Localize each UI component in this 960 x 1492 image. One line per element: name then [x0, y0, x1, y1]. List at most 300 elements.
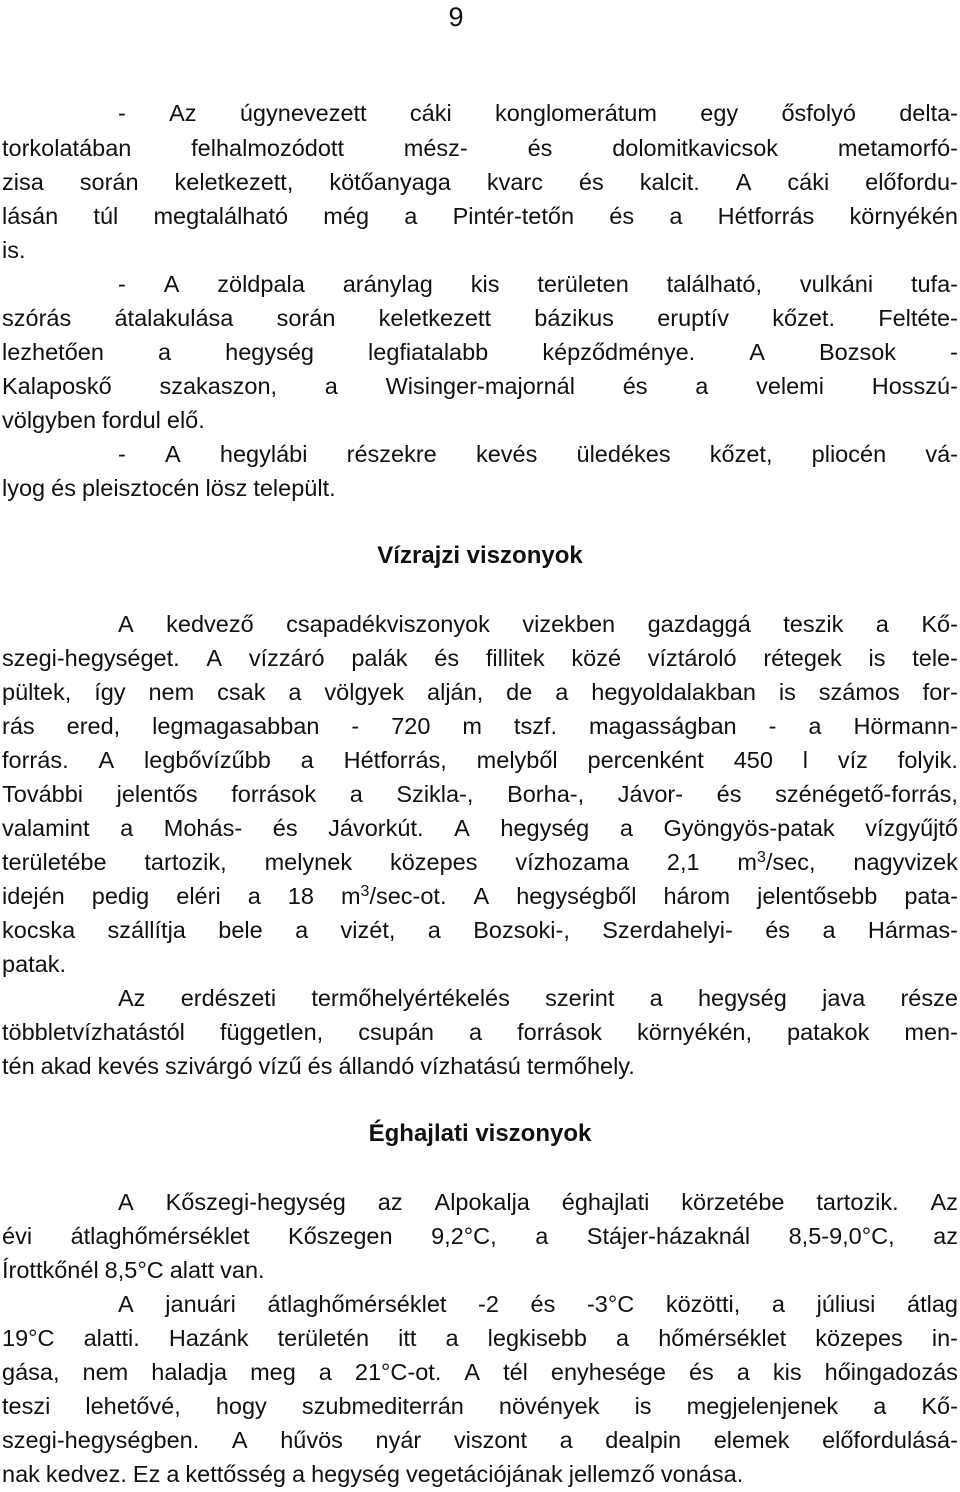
word: - — [118, 441, 126, 467]
word: -2 — [478, 1291, 499, 1317]
word: megjelenjenek — [686, 1393, 839, 1419]
word: A — [118, 611, 134, 637]
word: és — [609, 203, 635, 229]
word: folyik. — [897, 747, 958, 773]
word: java — [822, 985, 866, 1011]
word: a — [295, 917, 309, 943]
word: Hármas- — [867, 917, 958, 943]
word: Borha-, — [507, 781, 585, 807]
text-line — [2, 1423, 958, 1457]
word: 8,5°C — [104, 1257, 164, 1283]
word: kis — [470, 271, 500, 297]
text-line — [2, 709, 958, 743]
word: men- — [904, 1019, 958, 1045]
word: is — [778, 679, 796, 705]
word: közepes — [389, 849, 478, 875]
word: teszi — [2, 1393, 51, 1419]
word: völgyek — [324, 679, 405, 705]
word: delta- — [899, 100, 958, 126]
word: található, — [666, 271, 763, 297]
word: a — [247, 883, 261, 909]
word: és — [765, 917, 791, 943]
word: számos — [818, 679, 900, 705]
word: területen — [537, 271, 629, 297]
word: során — [276, 305, 336, 331]
word: vízzáró — [248, 645, 325, 671]
word: - — [768, 713, 777, 739]
word: hőingadozás — [824, 1359, 958, 1385]
word: A — [231, 1427, 248, 1453]
word: tszf. — [513, 713, 558, 739]
word: torkolatában — [2, 135, 132, 161]
word: felhalmozódott — [191, 135, 344, 161]
word: Hétforrás, — [343, 747, 447, 773]
word: legkisebb — [487, 1325, 587, 1351]
word: így — [94, 679, 126, 705]
text-line — [2, 199, 958, 233]
word: percenként — [587, 747, 704, 773]
word: megtalálható — [153, 203, 289, 229]
text-line — [118, 96, 958, 130]
word: szórás — [2, 305, 72, 331]
text-line — [2, 811, 958, 845]
word: források — [231, 781, 317, 807]
word: is — [868, 645, 886, 671]
word: A — [473, 883, 490, 909]
word: - — [351, 713, 360, 739]
word: Az — [930, 1189, 958, 1215]
text-line — [2, 301, 958, 335]
word: vízhatású — [420, 1053, 521, 1079]
word: az — [377, 1189, 403, 1215]
word: a — [873, 1393, 887, 1419]
word: a — [288, 679, 302, 705]
text-line — [2, 403, 958, 437]
word: Kő- — [921, 611, 958, 637]
word: a — [300, 747, 314, 773]
word: Gyöngyös-patak — [663, 815, 835, 841]
word: jelentősebb — [757, 883, 878, 909]
word: Hazánk — [168, 1325, 249, 1351]
word: a — [875, 611, 889, 637]
section-heading: Éghajlati viszonyok — [368, 1120, 592, 1147]
word: Stájer-házaknál — [586, 1223, 751, 1249]
word: közé — [571, 645, 622, 671]
word: legmagasabban — [152, 713, 320, 739]
word: és — [527, 135, 553, 161]
word: hegység — [697, 985, 787, 1011]
word: lásán — [2, 203, 59, 229]
word: konglomerátum — [494, 100, 657, 126]
word: Szerdahelyi- — [602, 917, 733, 943]
text-line — [2, 913, 958, 947]
word: velemi — [756, 373, 824, 399]
word: túl — [93, 203, 119, 229]
word: teszik — [783, 611, 844, 637]
word: tél — [503, 1359, 528, 1385]
word: a — [669, 203, 683, 229]
text-line — [2, 777, 958, 811]
word: gazdaggá — [647, 611, 751, 637]
word: területébe — [2, 849, 107, 875]
word: pleisztocén — [81, 475, 200, 501]
text-line — [118, 981, 958, 1015]
word: csupán — [358, 1019, 434, 1045]
word: átlaghőmérséklet — [70, 1223, 250, 1249]
text-line — [2, 879, 958, 913]
word: hőmérséklet — [658, 1325, 787, 1351]
word: rás — [2, 713, 35, 739]
word: Kalaposkő — [2, 373, 112, 399]
word: legfiatalabb — [368, 339, 489, 365]
text-line — [2, 165, 958, 199]
word: -3°C — [586, 1291, 635, 1317]
word: a — [535, 1223, 549, 1249]
text-line — [2, 845, 958, 879]
word: és — [578, 169, 604, 195]
word: Hörmann- — [853, 713, 958, 739]
word: Kőszegi-hegység — [165, 1189, 346, 1215]
word: 450 — [733, 747, 773, 773]
word: lyog — [2, 475, 46, 501]
word: l — [802, 747, 809, 773]
word: idején — [2, 883, 65, 909]
word: tartozik, — [144, 849, 227, 875]
word: közötti, — [665, 1291, 741, 1317]
word: keletkezett — [378, 305, 491, 331]
word: során — [79, 169, 139, 195]
word: és — [434, 645, 460, 671]
word: Mohás- — [163, 815, 243, 841]
word: A — [454, 815, 470, 841]
word: üledékes — [576, 441, 671, 467]
word: fordul — [102, 407, 161, 433]
word: pedig — [91, 883, 150, 909]
word: alján, — [427, 679, 484, 705]
text-line — [2, 233, 958, 267]
word: kötőanyaga — [329, 169, 451, 195]
word: vízű — [258, 1053, 302, 1079]
word: - — [118, 100, 126, 126]
word: a — [619, 815, 633, 841]
word: a — [555, 679, 569, 705]
word: enyhesége — [550, 1359, 666, 1385]
text-line — [2, 675, 958, 709]
word: független, — [219, 1019, 324, 1045]
word: Bozsok — [818, 339, 897, 365]
word: szubmediterrán — [301, 1393, 464, 1419]
word: vulkáni — [799, 271, 874, 297]
word: cáki — [787, 169, 830, 195]
word: vizét, — [340, 917, 396, 943]
word: kocska — [2, 917, 76, 943]
word: Szikla-, — [396, 781, 474, 807]
word: ered, — [66, 713, 121, 739]
word: Jávor- — [617, 781, 684, 807]
word: 720 — [391, 713, 431, 739]
word: itt — [398, 1325, 417, 1351]
text-line — [2, 1219, 958, 1253]
word: kőzet, — [709, 441, 773, 467]
word: szénégető-forrás, — [775, 781, 958, 807]
word: hogy — [215, 1393, 267, 1419]
word: úgynevezett — [239, 100, 367, 126]
word: a — [822, 917, 836, 943]
word: Az — [169, 100, 197, 126]
word: tufa- — [910, 271, 958, 297]
word: átalakulása — [114, 305, 234, 331]
word: kevés — [97, 1053, 160, 1079]
text-line — [2, 1015, 958, 1049]
text-line — [2, 1321, 958, 1355]
word: kvarc — [486, 169, 543, 195]
word: és — [622, 373, 648, 399]
word: patakok — [787, 1019, 870, 1045]
word: lehetővé, — [85, 1393, 181, 1419]
word: nagyvizek — [853, 849, 958, 875]
word: zisa — [2, 169, 44, 195]
word: körzetébe — [681, 1189, 785, 1215]
word: állandó — [338, 1053, 415, 1079]
word: hűvös — [280, 1427, 343, 1453]
word: tén — [2, 1053, 35, 1079]
word: in- — [931, 1325, 958, 1351]
word: gása, — [2, 1359, 60, 1385]
word: Ez — [132, 1461, 161, 1487]
word: nyár — [375, 1427, 422, 1453]
word: vonása. — [660, 1461, 744, 1487]
word: Alpokalja — [434, 1189, 530, 1215]
word: erdészeti — [180, 985, 277, 1011]
word: a — [318, 1359, 332, 1385]
word: eléri — [176, 883, 221, 909]
word: tele- — [912, 645, 958, 671]
word: haladja — [151, 1359, 228, 1385]
word: Jávorkút. — [328, 815, 424, 841]
word: lezhetően — [2, 339, 104, 365]
word: az — [933, 1223, 958, 1249]
word: is — [634, 1393, 652, 1419]
text-line — [2, 947, 958, 981]
word: települt. — [253, 475, 336, 501]
word: hegység — [225, 339, 314, 365]
word: a — [349, 781, 363, 807]
word: három — [663, 883, 731, 909]
word: és — [688, 1359, 714, 1385]
word: csak — [217, 679, 266, 705]
word: kalcit. — [639, 169, 700, 195]
text-line — [118, 437, 958, 471]
word: pliocén — [811, 441, 887, 467]
word: növények — [498, 1393, 600, 1419]
word: cáki — [409, 100, 452, 126]
word: éghajlati — [561, 1189, 650, 1215]
word: bázikus — [534, 305, 614, 331]
word: júliusi — [816, 1291, 876, 1317]
word: Kőszegen — [288, 1223, 393, 1249]
word: átlag — [907, 1291, 958, 1317]
word: pata- — [904, 883, 958, 909]
text-line — [2, 335, 958, 369]
word: és — [530, 1291, 556, 1317]
page-number: 9 — [448, 2, 464, 32]
word: a — [427, 917, 441, 943]
word: metamorfó- — [837, 135, 958, 161]
word: is. — [2, 237, 26, 263]
word: a — [559, 1427, 573, 1453]
word: jelentős — [116, 781, 198, 807]
word: A — [735, 169, 752, 195]
word: területén — [277, 1325, 370, 1351]
word: palák — [351, 645, 408, 671]
word: hegységből — [516, 883, 637, 909]
word: $m^3/\sec$, — [737, 849, 816, 875]
word: Hosszú- — [871, 373, 958, 399]
text-line — [2, 1457, 958, 1491]
word: évi — [2, 1223, 33, 1249]
word: forrás. — [2, 747, 69, 773]
word: hegység — [311, 1461, 400, 1487]
word: a — [120, 815, 134, 841]
word: kettősség — [185, 1461, 286, 1487]
word: 8,5-9,0°C, — [788, 1223, 895, 1249]
word: és — [272, 815, 298, 841]
word: alatt — [169, 1257, 215, 1283]
word: A — [118, 1189, 134, 1215]
word: bele — [218, 917, 263, 943]
text-line — [118, 1287, 958, 1321]
word: Hétforrás — [717, 203, 815, 229]
word: vegetációjának — [405, 1461, 563, 1487]
word: tartozik. — [816, 1189, 899, 1215]
word: meg — [250, 1359, 296, 1385]
text-line — [118, 267, 958, 301]
word: A — [163, 271, 180, 297]
word: 18 — [287, 883, 314, 909]
word: víz — [837, 747, 868, 773]
word: - — [118, 271, 126, 297]
word: Bozsoki-, — [473, 917, 570, 943]
word: akad — [40, 1053, 92, 1079]
word: pültek, — [2, 679, 72, 705]
text-line — [118, 1185, 958, 1219]
word: patak. — [2, 951, 67, 977]
word: jellemző — [568, 1461, 655, 1487]
word: képződménye. — [542, 339, 696, 365]
word: Feltéte- — [878, 305, 958, 331]
word: melyből — [476, 747, 558, 773]
word: szállítja — [107, 917, 186, 943]
word: egy — [700, 100, 739, 126]
word: Pintér-tetőn — [452, 203, 575, 229]
word: de — [506, 679, 533, 705]
word: szakaszon, — [159, 373, 278, 399]
text-line — [2, 1355, 958, 1389]
word: a — [736, 1359, 750, 1385]
word: legbővízűbb — [144, 747, 271, 773]
word: A — [749, 339, 765, 365]
word: források — [517, 1019, 603, 1045]
word: mész- — [403, 135, 468, 161]
section-heading: Vízrajzi viszonyok — [377, 542, 583, 569]
word: zöldpala — [217, 271, 305, 297]
word: a — [469, 1019, 483, 1045]
word: A — [206, 645, 223, 671]
word: a — [292, 1461, 306, 1487]
word: szegi-hegységet. — [2, 645, 180, 671]
word: kevés — [475, 441, 538, 467]
word: hegyoldalakban — [591, 679, 756, 705]
word: termőhelyértékelés — [311, 985, 510, 1011]
word: elő. — [166, 407, 205, 433]
word: További — [2, 781, 83, 807]
word: A — [464, 1359, 481, 1385]
word: hegység — [500, 815, 590, 841]
word: aránylag — [342, 271, 433, 297]
word: Wisinger-majornál — [385, 373, 575, 399]
word: nem — [82, 1359, 129, 1385]
word: víztároló — [647, 645, 737, 671]
word: hegylábi — [219, 441, 308, 467]
word: 9,2°C, — [431, 1223, 497, 1249]
text-line — [2, 1253, 958, 1287]
word: szerint — [545, 985, 615, 1011]
word: 2,1 — [666, 849, 700, 875]
word: kedvező — [166, 611, 254, 637]
word: magasságban — [588, 713, 737, 739]
word: m — [462, 713, 482, 739]
word: van. — [220, 1257, 265, 1283]
word: kedvez. — [45, 1461, 127, 1487]
word: a — [404, 203, 418, 229]
text-line — [2, 369, 958, 403]
word: eruptív — [657, 305, 730, 331]
word: a — [157, 339, 172, 365]
word: része — [900, 985, 958, 1011]
word: a — [166, 1461, 180, 1487]
word: lösz — [205, 475, 248, 501]
word: viszont — [453, 1427, 527, 1453]
word: 21°C-ot. — [354, 1359, 442, 1385]
word: 19°C — [2, 1325, 55, 1351]
word: A — [165, 441, 181, 467]
word: vízhozama — [515, 849, 629, 875]
word: környékén, — [637, 1019, 752, 1045]
word: a — [445, 1325, 459, 1351]
word: a — [649, 985, 663, 1011]
word: valamint — [2, 815, 90, 841]
word: Írottkőnél — [2, 1257, 99, 1283]
word: és — [51, 475, 76, 501]
word: elemek — [713, 1427, 790, 1453]
word: és — [307, 1053, 333, 1079]
text-line — [2, 743, 958, 777]
text-line — [2, 131, 958, 165]
word: a — [616, 1325, 630, 1351]
word: a — [808, 713, 822, 739]
word: szegi-hegységben. — [2, 1427, 200, 1453]
word: ősfolyó — [781, 100, 856, 126]
word: Az — [118, 985, 146, 1011]
word: fillitek — [485, 645, 545, 671]
text-line — [2, 1389, 958, 1423]
word: részekre — [346, 441, 437, 467]
word: for- — [922, 679, 958, 705]
word: a — [324, 373, 338, 399]
word: vá- — [925, 441, 958, 467]
word: $m^3/\sec-ot$. — [340, 883, 447, 909]
word: környékén — [849, 203, 958, 229]
